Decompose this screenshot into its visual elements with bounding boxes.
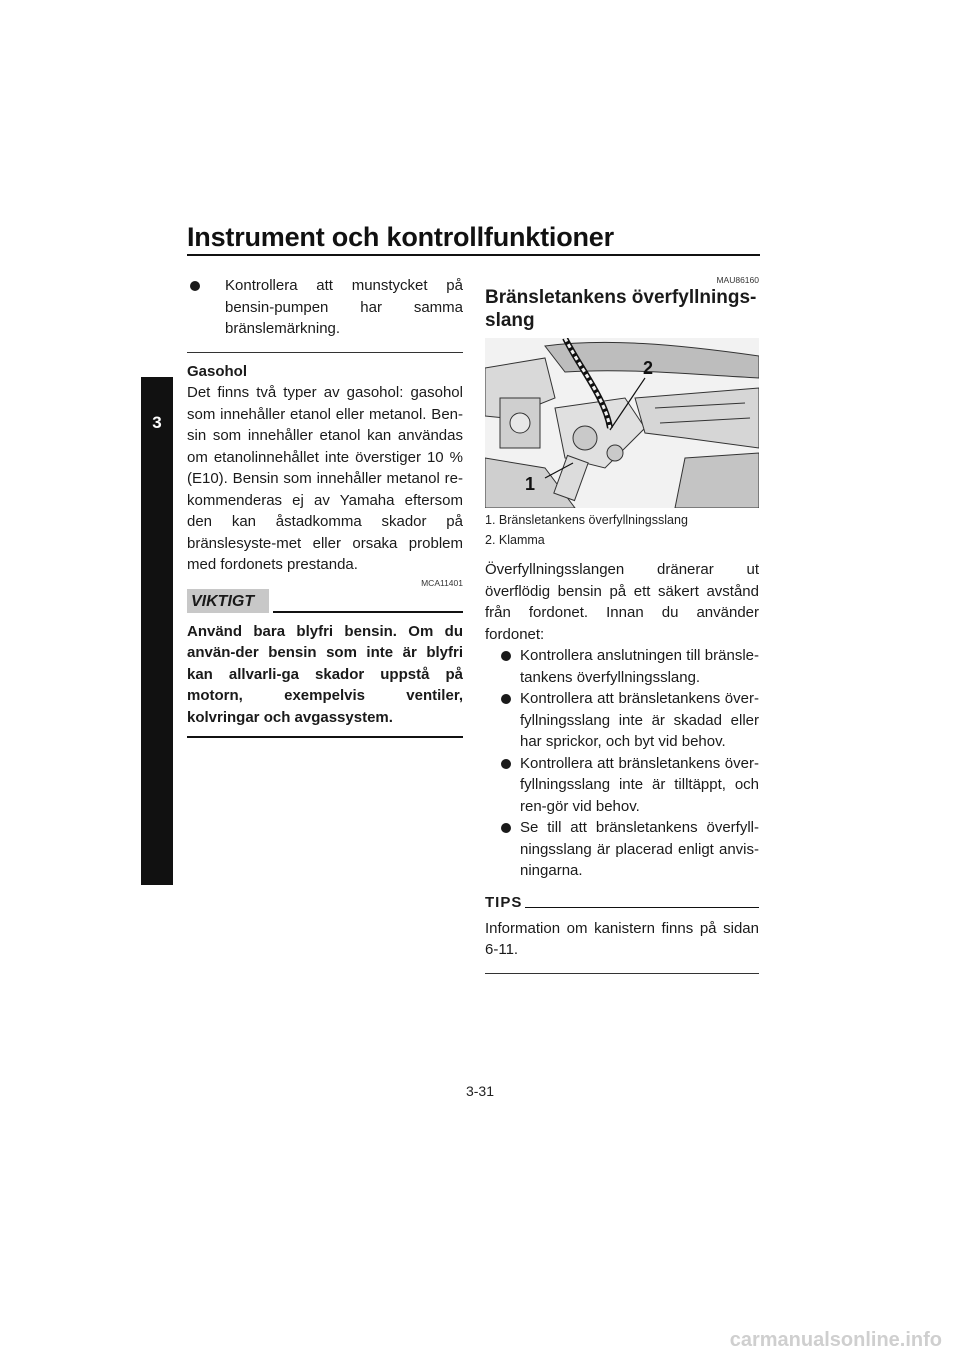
page-title: Instrument och kontrollfunktioner [187,222,614,252]
notice-code: MCA11401 [421,577,463,588]
list-item: Se till att bränsletankens överfyll-ningsslang är placerad enligt anvis-ningarna. [485,817,759,882]
tips-label: TIPS [485,893,523,911]
callout-2: 2 [643,358,654,378]
watermark: carmanualsonline.info [729,1329,942,1351]
header-rule [187,254,760,256]
gasohol-heading: Gasohol [187,362,248,380]
section-title: Bränsletankens överfyllnings-slang [485,287,757,331]
caption-2: 2. Klamma [485,533,545,547]
tips-bottom-rule [485,973,759,974]
list-item: Kontrollera att munstycket på bensin-pumpen har samma bränslemärkning. [187,275,463,340]
tips-header [485,892,759,914]
figure-captions [485,510,759,550]
divider [187,352,463,353]
chapter-number: 3 [152,413,162,432]
chapter-tab [141,377,173,885]
list-item: Kontrollera anslutningen till bränsle-tankens överfyllningsslang. [485,645,759,688]
list-item: Kontrollera att bränsletankens över-fyllningsslang inte är skadad eller har sprickor, och byt vid behov. [485,688,759,753]
tips-rule [525,907,759,908]
page-number: 3-31 [465,1083,495,1099]
notice-bottom-rule [187,736,463,738]
motorcycle-illustration [485,338,759,508]
gasohol-text: Det finns två typer av gasohol: gasohol som innehåller etanol eller metanol. Ben-sin som innehåller etanol kan användas om etanolinnehållet inte överstiger 10 % (E10). Bensin som innehåller metanol re-kommenderas ej av Yamaha eftersom den kan åstadkomma skador på bränslesyste-met eller orsaka problem med fordonets prestanda. [187,384,463,573]
notice-header [187,589,463,617]
overflow-hose-figure [485,338,759,508]
list-item: Kontrollera att bränsletankens över-fyllningsslang inte är tilltäppt, och ren-gör vid behov. [485,753,759,818]
notice-text: Använd bara blyfri bensin. Om du använ-der bensin som inte är blyfri kan allvarli-ga skador uppstå på motorn, exempelvis ventiler, kolvringar och avgassystem. [187,622,463,726]
notice-rule [273,611,463,613]
callout-1: 1 [525,474,536,494]
tips-text: Information om kanistern finns på sidan 6-11. [485,919,759,958]
right-column [485,275,759,974]
left-column [187,275,463,738]
caption-1: 1. Bränsletankens överfyllningsslang [485,513,688,527]
intro-text: Överfyllningsslangen dränerar ut överflödig bensin på ett säkert avstånd från fordonet. Innan du använder fordonet: [485,561,759,643]
notice-label: VIKTIGT [191,592,255,610]
section-code: MAU86160 [716,275,759,285]
